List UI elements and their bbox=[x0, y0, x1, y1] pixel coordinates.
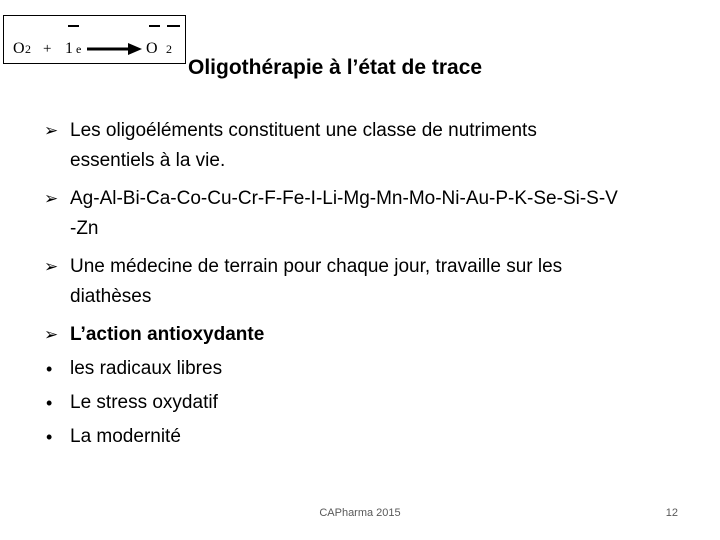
left-sub: 2 bbox=[25, 42, 31, 56]
equation-box bbox=[3, 15, 186, 64]
dot-bullet-icon: • bbox=[46, 427, 53, 447]
bullet-line: Les oligoéléments constituent une classe de nutriments bbox=[70, 120, 537, 141]
bullet-line: essentiels à la vie. bbox=[70, 150, 226, 171]
reaction-arrow-head bbox=[128, 43, 142, 55]
bullet-item bbox=[44, 116, 684, 184]
page-number: 12 bbox=[665, 507, 678, 519]
arrow-bullet-icon: ➢ bbox=[44, 121, 59, 141]
bullet-line: Le stress oxydatif bbox=[70, 392, 218, 413]
electron-label: e bbox=[76, 42, 82, 56]
coefficient: 1 bbox=[65, 40, 73, 57]
bullet-item bbox=[44, 252, 684, 320]
plus-sign: + bbox=[43, 41, 52, 57]
arrow-bullet-icon: ➢ bbox=[44, 189, 59, 209]
charge-dash bbox=[149, 25, 160, 27]
bullet-item bbox=[44, 422, 684, 456]
bullet-line: L’action antioxydante bbox=[70, 324, 265, 345]
bullet-item bbox=[44, 354, 684, 388]
charge-dash bbox=[68, 25, 79, 27]
bullet-item bbox=[44, 388, 684, 422]
superoxide-equation bbox=[4, 16, 187, 65]
arrow-bullet-icon: ➢ bbox=[44, 325, 59, 345]
bullet-line: -Zn bbox=[70, 218, 99, 239]
charge-dash bbox=[167, 25, 180, 27]
bullet-line: Une médecine de terrain pour chaque jour, travaille sur les bbox=[70, 256, 563, 277]
bullet-text bbox=[70, 184, 684, 244]
bullet-text bbox=[70, 388, 684, 418]
right-sub: 2 bbox=[166, 42, 172, 56]
bullet-line: La modernité bbox=[70, 426, 181, 447]
bullet-line: les radicaux libres bbox=[70, 358, 223, 379]
bullet-text bbox=[70, 116, 684, 176]
dot-bullet-icon: • bbox=[46, 393, 53, 413]
arrow-bullet-icon: ➢ bbox=[44, 257, 59, 277]
bullet-text bbox=[70, 252, 684, 312]
footer-text: CAPharma 2015 bbox=[319, 507, 401, 519]
bullet-line: Ag-Al-Bi-Ca-Co-Cu-Cr-F-Fe-I-Li-Mg-Mn-Mo-Ni-Au-P-K-Se-Si-S-V bbox=[70, 188, 618, 209]
bullet-text bbox=[70, 422, 684, 452]
bullet-item bbox=[44, 184, 684, 252]
bullet-item bbox=[44, 320, 684, 354]
left-formula: O bbox=[13, 40, 25, 57]
bullet-text bbox=[70, 320, 684, 350]
slide-title: Oligothérapie à l’état de trace bbox=[188, 56, 483, 79]
bullet-list bbox=[44, 116, 684, 456]
bullet-text bbox=[70, 354, 684, 384]
dot-bullet-icon: • bbox=[46, 359, 53, 379]
bullet-line: diathèses bbox=[70, 286, 152, 307]
right-formula: O bbox=[146, 40, 158, 57]
